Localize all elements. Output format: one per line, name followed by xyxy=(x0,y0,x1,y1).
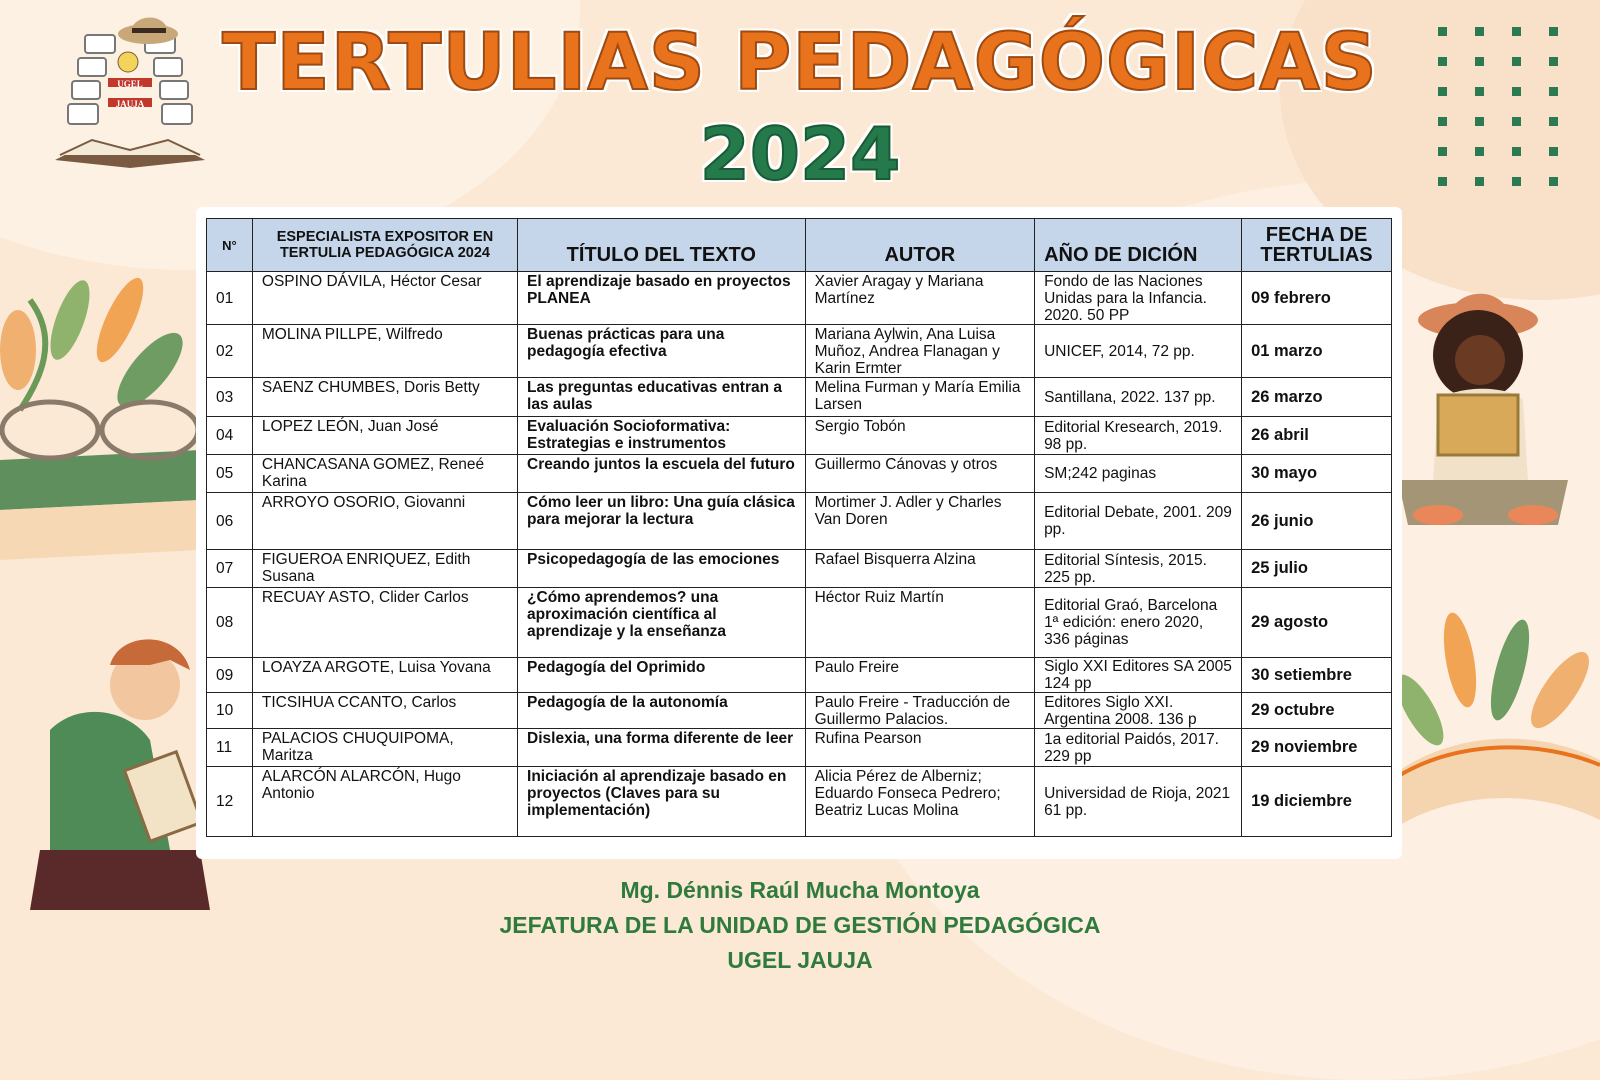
cell-edition: Siglo XXI Editores SA 2005 124 pp xyxy=(1035,658,1242,693)
cell-edition: Editorial Debate, 2001. 209 pp. xyxy=(1035,493,1242,550)
table-row xyxy=(207,588,1392,658)
plants-glasses-books-illustration xyxy=(0,260,200,570)
cell-date: 26 junio xyxy=(1242,493,1392,550)
table-row xyxy=(207,417,1392,455)
cell-date: 29 agosto xyxy=(1242,588,1392,658)
cell-edition: Fondo de las Naciones Unidas para la Infancia. 2020. 50 PP xyxy=(1035,272,1242,325)
cell-number: 01 xyxy=(207,272,253,325)
cell-number: 06 xyxy=(207,493,253,550)
table-row xyxy=(207,455,1392,493)
cell-specialist: ALARCÓN ALARCÓN, Hugo Antonio xyxy=(252,767,517,837)
cell-date: 30 mayo xyxy=(1242,455,1392,493)
cell-edition: Universidad de Rioja, 2021 61 pp. xyxy=(1035,767,1242,837)
footer-name: Mg. Dénnis Raúl Mucha Montoya xyxy=(620,877,980,903)
cell-author: Melina Furman y María Emilia Larsen xyxy=(805,378,1034,417)
table-row xyxy=(207,550,1392,588)
cell-edition: 1a editorial Paidós, 2017. 229 pp xyxy=(1035,729,1242,767)
reading-boy-illustration xyxy=(10,620,210,920)
logo-text-ugel: UGEL xyxy=(117,79,143,89)
cell-number: 04 xyxy=(207,417,253,455)
cell-number: 07 xyxy=(207,550,253,588)
cell-edition: UNICEF, 2014, 72 pp. xyxy=(1035,325,1242,378)
footer-org: UGEL JAUJA xyxy=(727,947,873,973)
open-book-plants-illustration xyxy=(1400,600,1600,830)
table-row xyxy=(207,378,1392,417)
logo-text-jauja: JAUJA xyxy=(115,99,145,109)
cell-number: 05 xyxy=(207,455,253,493)
cell-number: 11 xyxy=(207,729,253,767)
cell-specialist: LOAYZA ARGOTE, Luisa Yovana xyxy=(252,658,517,693)
schedule-table xyxy=(206,218,1392,837)
cell-date: 09 febrero xyxy=(1242,272,1392,325)
cell-edition: Editorial Síntesis, 2015. 225 pp. xyxy=(1035,550,1242,588)
cell-edition: SM;242 paginas xyxy=(1035,455,1242,493)
page-year: 2024 xyxy=(699,112,901,196)
cell-author: Paulo Freire xyxy=(805,658,1034,693)
cell-date: 30 setiembre xyxy=(1242,658,1392,693)
header-specialist: ESPECIALISTA EXPOSITOR EN TERTULIA PEDAGÓGICA 2024 xyxy=(252,219,517,272)
cell-specialist: FIGUEROA ENRIQUEZ, Edith Susana xyxy=(252,550,517,588)
cell-specialist: SAENZ CHUMBES, Doris Betty xyxy=(252,378,517,417)
reading-woman-illustration xyxy=(1398,280,1578,540)
cell-date: 01 marzo xyxy=(1242,325,1392,378)
cell-specialist: LOPEZ LEÓN, Juan José xyxy=(252,417,517,455)
cell-edition: Santillana, 2022. 137 pp. xyxy=(1035,378,1242,417)
cell-date: 29 octubre xyxy=(1242,693,1392,729)
cell-number: 09 xyxy=(207,658,253,693)
cell-author: Mariana Aylwin, Ana Luisa Muñoz, Andrea Flanagan y Karin Ermter xyxy=(805,325,1034,378)
header-edition: AÑO DE DICIÓN xyxy=(1035,219,1242,272)
cell-title: Dislexia, una forma diferente de leer xyxy=(518,729,806,767)
cell-specialist: MOLINA PILLPE, Wilfredo xyxy=(252,325,517,378)
cell-specialist: CHANCASANA GOMEZ, Reneé Karina xyxy=(252,455,517,493)
cell-number: 03 xyxy=(207,378,253,417)
cell-number: 08 xyxy=(207,588,253,658)
cell-author: Guillermo Cánovas y otros xyxy=(805,455,1034,493)
cell-author: Rufina Pearson xyxy=(805,729,1034,767)
cell-title: El aprendizaje basado en proyectos PLANEA xyxy=(518,272,806,325)
cell-title: Psicopedagogía de las emociones xyxy=(518,550,806,588)
cell-date: 19 diciembre xyxy=(1242,767,1392,837)
cell-edition: Editores Siglo XXI. Argentina 2008. 136 p xyxy=(1035,693,1242,729)
table-row xyxy=(207,493,1392,550)
cell-number: 02 xyxy=(207,325,253,378)
cell-date: 29 noviembre xyxy=(1242,729,1392,767)
cell-specialist: TICSIHUA CCANTO, Carlos xyxy=(252,693,517,729)
cell-title: Cómo leer un libro: Una guía clásica para mejorar la lectura xyxy=(518,493,806,550)
cell-author: Rafael Bisquerra Alzina xyxy=(805,550,1034,588)
page-title: TERTULIAS PEDAGÓGICAS xyxy=(222,18,1378,108)
cell-edition: Editorial Kresearch, 2019. 98 pp. xyxy=(1035,417,1242,455)
table-row xyxy=(207,272,1392,325)
header-number: N° xyxy=(207,219,253,272)
cell-specialist: OSPINO DÁVILA, Héctor Cesar xyxy=(252,272,517,325)
cell-edition: Editorial Graó, Barcelona 1ª edición: enero 2020, 336 páginas xyxy=(1035,588,1242,658)
cell-title: Pedagogía del Oprimido xyxy=(518,658,806,693)
cell-number: 10 xyxy=(207,693,253,729)
table-row xyxy=(207,325,1392,378)
cell-title: Las preguntas educativas entran a las aulas xyxy=(518,378,806,417)
header-date: FECHA DE TERTULIAS xyxy=(1242,219,1392,272)
cell-title: ¿Cómo aprendemos? una aproximación científica al aprendizaje y la enseñanza xyxy=(518,588,806,658)
cell-author: Héctor Ruiz Martín xyxy=(805,588,1034,658)
table-header-row xyxy=(207,219,1392,272)
cell-date: 25 julio xyxy=(1242,550,1392,588)
table-row xyxy=(207,658,1392,693)
cell-title: Creando juntos la escuela del futuro xyxy=(518,455,806,493)
cell-number: 12 xyxy=(207,767,253,837)
cell-title: Pedagogía de la autonomía xyxy=(518,693,806,729)
cell-specialist: ARROYO OSORIO, Giovanni xyxy=(252,493,517,550)
cell-author: Sergio Tobón xyxy=(805,417,1034,455)
cell-author: Alicia Pérez de Alberniz; Eduardo Fonseca Pedrero; Beatriz Lucas Molina xyxy=(805,767,1034,837)
cell-title: Evaluación Socioformativa: Estrategias e instrumentos xyxy=(518,417,806,455)
cell-title: Buenas prácticas para una pedagogía efectiva xyxy=(518,325,806,378)
schedule-card xyxy=(196,207,1402,859)
footer-office: JEFATURA DE LA UNIDAD DE GESTIÓN PEDAGÓGICA xyxy=(499,912,1101,938)
cell-date: 26 abril xyxy=(1242,417,1392,455)
table-row xyxy=(207,729,1392,767)
cell-author: Xavier Aragay y Mariana Martínez xyxy=(805,272,1034,325)
table-row xyxy=(207,693,1392,729)
header-author: AUTOR xyxy=(805,219,1034,272)
cell-author: Paulo Freire - Traducción de Guillermo Palacios. xyxy=(805,693,1034,729)
cell-date: 26 marzo xyxy=(1242,378,1392,417)
header-title: TÍTULO DEL TEXTO xyxy=(518,219,806,272)
cell-specialist: RECUAY ASTO, Clider Carlos xyxy=(252,588,517,658)
table-row xyxy=(207,767,1392,837)
cell-title: Iniciación al aprendizaje basado en proyectos (Claves para su implementación) xyxy=(518,767,806,837)
cell-specialist: PALACIOS CHUQUIPOMA, Maritza xyxy=(252,729,517,767)
cell-author: Mortimer J. Adler y Charles Van Doren xyxy=(805,493,1034,550)
